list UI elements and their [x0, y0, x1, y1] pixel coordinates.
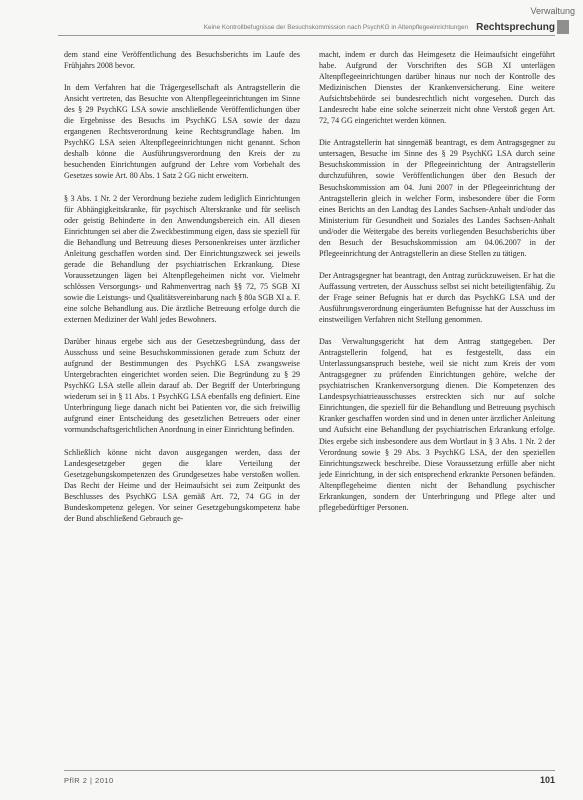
paragraph: dem stand eine Veröffentlichung des Besuchsberichts im Laufe des Frühjahrs 2008 bevor. — [64, 50, 300, 71]
journal-issue: PflR 2 | 2010 — [64, 776, 114, 785]
paragraph: In dem Verfahren hat die Trägergesellschaft als Antragstellerin die Ansicht vertreten, das Besuchte von Altenpflegeeinrichtungen im Sinne des § 29 PsychKG LSA sowie anschließende Veröffentlichungen über die Ergebnisse des Besuchs im PsychKG LSA sowie der dazu ergangenen Rechtsverordnung keine Rechtsgrundlage haben. Im PsychKG LSA seien Altenpflegeeinrichtungen nicht genannt. Schon deshalb könne die Ausführungsverordnung den Kreis der zu besuchenden Einrichtungen aufgrund der Lehre vom Vorbehalt des Gesetzes sowie Art. 80 Abs. 1 Satz 2 GG nicht erweitern. — [64, 83, 300, 181]
paragraph: Das Verwaltungsgericht hat dem Antrag stattgegeben. Der Antragstellerin folgend, hat es festgestellt, dass ein Unterlassungsanspruch bestehe, weil sie nicht zum Kreis der vom Antragsgegner zu prüfenden Einrichtungen gehöre, welche der psychiatrischen Krankenversorgung dienen. Die Kompetenzen des Landespsychiatrieausschusses erstreckten sich nur auf solche Einrichtungen, die speziell für die Behandlung und Betreuung psychisch Kranker geschaffen worden sind und in denen unter ärztlicher Anleitung und Aufsicht eine Behandlung der psychiatrischen Erkrankung erfolge. Dies ergebe sich insbesondere aus dem Wortlaut in § 3 Abs. 1 Nr. 2 der Verordnung sowie § 29 Abs. 3 PsychKG LSA, der den speziellen Einrichtungszweck beschreibe. Diese Voraussetzung erfülle aber nicht jede Einrichtung, in der sich entsprechend erkrankte Personen befänden. Altenpflegeheime dienten nicht der Behandlung psychischer Erkrankungen, sondern der Unterbringung und Pflege alter und pflegebedürftiger Personen. — [319, 337, 555, 512]
paragraph: Darüber hinaus ergebe sich aus der Gesetzesbegründung, dass der Ausschuss und seine Besuchskommissionen gerade zum Schutz der aufgrund der Bestimmungen des PsychKG LSA zwangsweise Untergebrachten eingerichtet worden seien. Die Begründung zu § 29 PsychKG LSA stelle allein darauf ab. Der Begriff der Unterbringung wiederum sei in § 11 Abs. 1 PsychKG LSA ebenfalls eng definiert. Eine Unterbringung liege danach nicht bei Patienten vor, die sich freiwillig aufgrund einer Entscheidung des gesetzlichen Betreuers oder einer vormundschaftsgerichtlichen Anordnung in einer Einrichtung befinden. — [64, 337, 300, 435]
paragraph: Die Antragstellerin hat sinngemäß beantragt, es dem Antragsgegner zu untersagen, Besuche im Sinne des § 29 PsychKG LSA durch seine Besuchskommission in der Pflegeeinrichtung der Antragstellerin durchzuführen, sowie Veröffentlichungen über den Besuch der Besuchskommission am 04. Juni 2007 in der Pflegeeinrichtung der Antragstellerin gleich in welcher Form, insbesondere über die Form eines Berichts an den Landtag des Landes Sachsen-Anhalt und/oder das Ministerium für Gesundheit und Soziales des Landes Sachsen-Anhalt und/oder die Weitergabe des bereits vorliegenden Besuchsberichts über den Besuch der Besuchskommission am 04.06.2007 in der Pflegeeinrichtung der Antragstellerin an diese Stellen zu tätigen. — [319, 138, 555, 258]
page-footer — [64, 770, 555, 785]
paragraph: Schließlich könne nicht davon ausgegangen werden, dass der Landesgesetzgeber gegen die klare Verteilung der Gesetzgebungskompetenzen des Grundgesetzes habe verstoßen wollen. Das Recht der Heime und der Heimaufsicht sei zum Zeitpunkt des Beschlusses des PsychKG LSA gemäß Art. 72, 74 GG in der Bundeskompetenz gelegen. Vor seiner Gesetzgebungskompetenz habe der Bund abschließend Gebrauch ge- — [64, 447, 300, 523]
right-column — [319, 49, 555, 524]
running-title: Keine Kontrollbefugnisse der Besuchskommission nach PsychKG in Altenpflegeeinrichtungen — [203, 23, 469, 31]
header-marker-square — [557, 20, 569, 34]
page-number: 101 — [539, 775, 555, 785]
rubric-title: Rechtsprechung — [476, 21, 555, 33]
section-label: Verwaltung — [530, 6, 575, 16]
paragraph: Der Antragsgegner hat beantragt, den Antrag zurückzuweisen. Er hat die Auffassung vertreten, der Ausschuss selbst sei nicht beteiligtenfähig. Zu der Frage seiner Befugnis hat er durch das PsychKG LSA und der Ausführungsverordnung eingeräumten Befugnisse hat der Ausschuss im einstweiligen Verfahren nicht Stellung genommen. — [319, 270, 555, 325]
left-column — [64, 49, 300, 535]
page-header — [58, 19, 555, 36]
paragraph: § 3 Abs. 1 Nr. 2 der Verordnung beziehe zudem lediglich Einrichtungen für Abhängigkeitskranke, für psychisch Alterskranke und für seelisch oder geistig Behinderte in den Anwendungsbereich ein. All diesen Einrichtungen sei aber die Zweckbestimmung eigen, dass sie speziell für die Behandlung und Betreuung dieses Personenkreises unter ärztlicher Anleitung geschaffen worden sind. Der Einrichtungszweck sei jeweils gerade die Behandlung der psychiatrischen Erkrankung. Diese Voraussetzungen lägen bei Altenpflegeheimen nicht vor. Vielmehr schlössen Versorgungs- und Rahmenvertrag nach §§ 72, 75 SGB XI sowie die Leistungs- und Qualitätsvereinbarung nach § 80a SGB XI a. F. eine solche Behandlung aus. Die ärztliche Betreuung erfolge durch die externen Mediziner der Wahl jedes Bewohners. — [64, 193, 300, 325]
paragraph: macht, indem er durch das Heimgesetz die Heimaufsicht eingeführt habe. Aufgrund der Vorschriften des SGB XI unterlägen Altenpflegeeinrichtungen darüber hinaus nur noch der Kontrolle des Medizinischen Dienstes der Krankenversicherung. Eine weitere Aufsichtsbehörde sei bundesrechtlich nicht vorgesehen. Durch das Landesrecht habe eine solche seinerzeit nicht ohne Verstoß gegen Art. 72, 74 GG eingerichtet werden können. — [319, 50, 555, 126]
